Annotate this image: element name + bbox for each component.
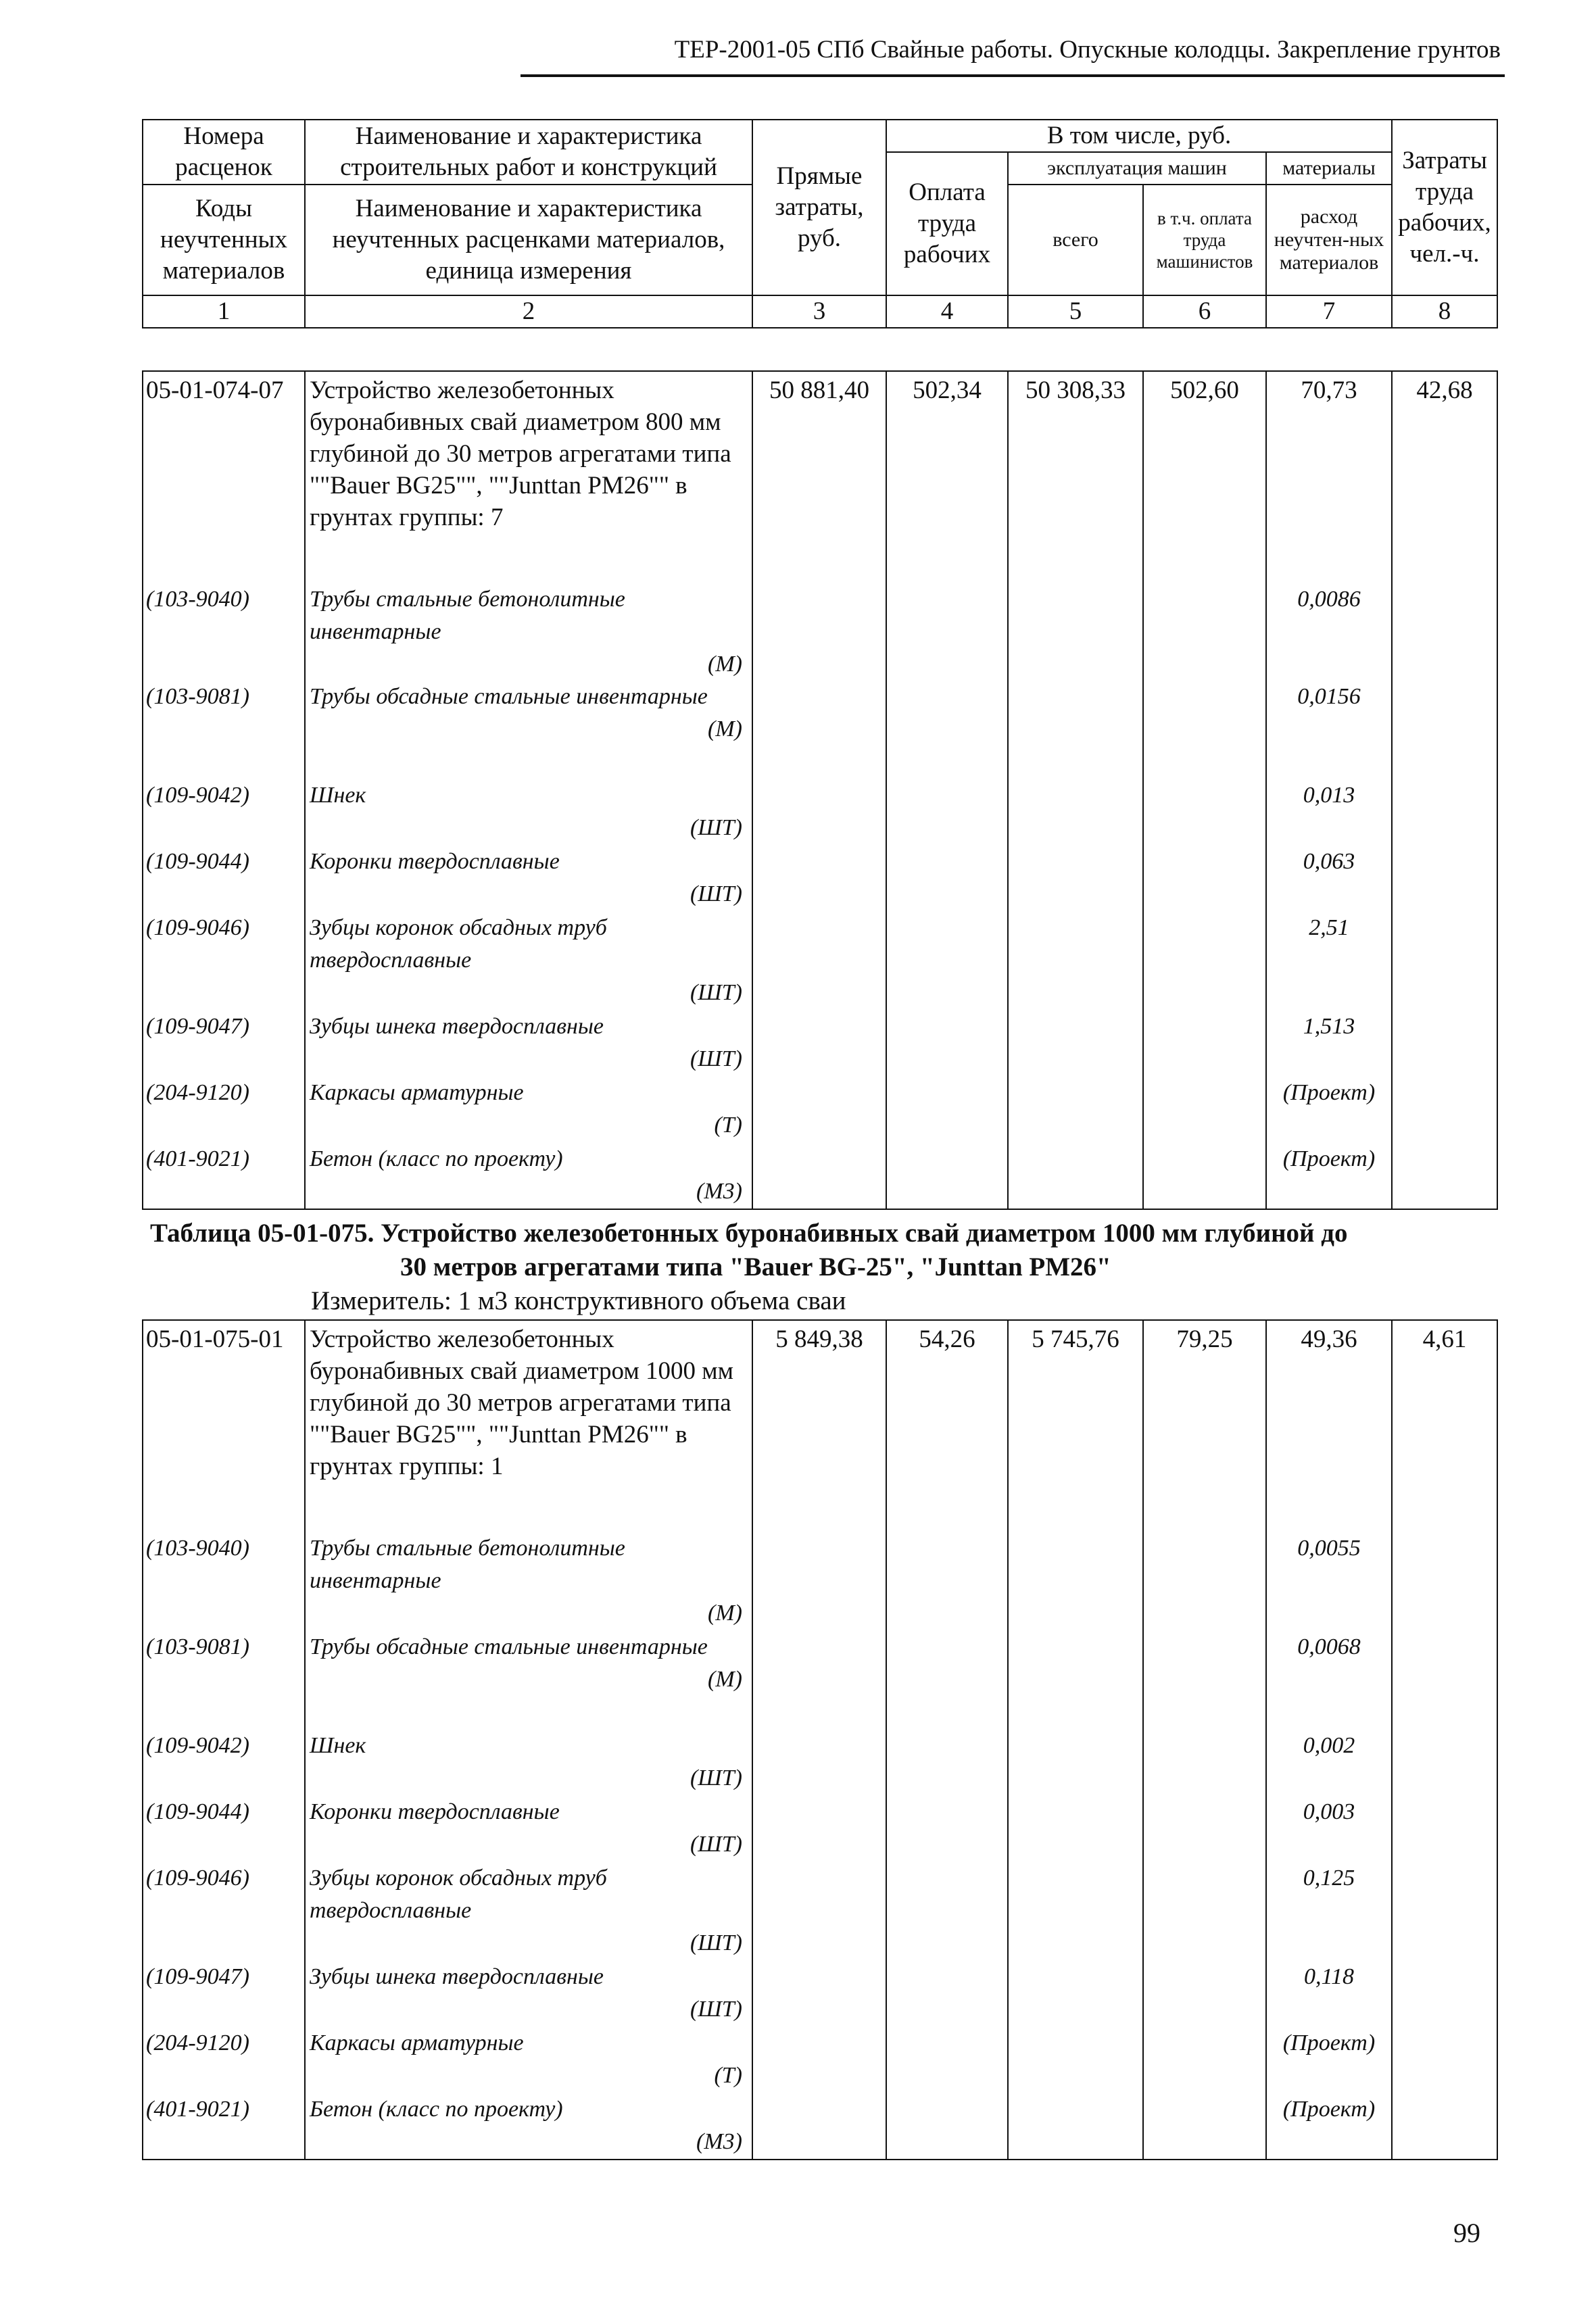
material-name: Шнек (ШТ) bbox=[305, 779, 752, 846]
material-row bbox=[143, 912, 1497, 1010]
col3-header: Прямые затраты, руб. bbox=[752, 120, 886, 295]
col-number-1: 1 bbox=[143, 295, 305, 328]
rate-code: 05-01-074-07 bbox=[143, 371, 305, 583]
col6-header: в т.ч. оплата труда машинистов bbox=[1143, 185, 1266, 295]
material-row bbox=[143, 846, 1497, 912]
material-qty: (Проект) bbox=[1266, 2093, 1392, 2160]
material-name: Зубцы шнека твердосплавные (ШТ) bbox=[305, 1961, 752, 2027]
labor-hours: 4,61 bbox=[1392, 1320, 1497, 1532]
col8-header: Затраты труда рабочих, чел.-ч. bbox=[1392, 120, 1497, 295]
material-code: (103-9081) bbox=[143, 681, 305, 779]
rate-table-05-01-074 bbox=[142, 370, 1498, 1210]
page-number: 99 bbox=[1453, 2218, 1480, 2248]
material-qty: 0,0068 bbox=[1266, 1631, 1392, 1730]
material-row bbox=[143, 1010, 1497, 1077]
material-name: Коронки твердосплавные (ШТ) bbox=[305, 846, 752, 912]
col4-header: Оплата труда рабочих bbox=[886, 152, 1008, 295]
material-name: Трубы стальные бетонолитные инвентарные (М) bbox=[305, 1532, 752, 1631]
machines-cost: 50 308,33 bbox=[1008, 371, 1143, 583]
material-row bbox=[143, 2027, 1497, 2093]
material-code: (109-9046) bbox=[143, 912, 305, 1010]
col7-header: расход неучтен-ных материалов bbox=[1266, 185, 1392, 295]
material-name: Трубы стальные бетонолитные инвентарные (М) bbox=[305, 583, 752, 681]
material-unit: (ШТ) bbox=[690, 980, 742, 1005]
material-unit: (ШТ) bbox=[690, 815, 742, 840]
col-number-5: 5 bbox=[1008, 295, 1143, 328]
material-row bbox=[143, 1796, 1497, 1862]
material-qty: 0,0156 bbox=[1266, 681, 1392, 779]
table-measure: Измеритель: 1 м3 конструктивного объема сваи bbox=[311, 1286, 846, 1315]
col-number-2: 2 bbox=[305, 295, 752, 328]
material-code: (204-9120) bbox=[143, 2027, 305, 2093]
material-unit: (ШТ) bbox=[690, 1765, 742, 1790]
material-code: (109-9042) bbox=[143, 779, 305, 846]
material-code: (109-9047) bbox=[143, 1961, 305, 2027]
col-number-3: 3 bbox=[752, 295, 886, 328]
group-header: В том числе, руб. bbox=[886, 120, 1392, 152]
material-row bbox=[143, 1143, 1497, 1209]
material-code: (401-9021) bbox=[143, 1143, 305, 1209]
col1-bottom-header: Коды неучтенных материалов bbox=[143, 185, 305, 295]
material-qty: 1,513 bbox=[1266, 1010, 1392, 1077]
col-number-7: 7 bbox=[1266, 295, 1392, 328]
material-code: (103-9040) bbox=[143, 583, 305, 681]
material-row bbox=[143, 1077, 1497, 1143]
operators-cost: 502,60 bbox=[1143, 371, 1266, 583]
exploitation-header: эксплуатация машин bbox=[1008, 152, 1266, 185]
material-code: (109-9046) bbox=[143, 1862, 305, 1961]
material-code: (109-9044) bbox=[143, 1796, 305, 1862]
material-unit: (М3) bbox=[696, 1179, 742, 1204]
material-unit: (ШТ) bbox=[690, 1046, 742, 1071]
rate-row bbox=[143, 371, 1497, 583]
material-name: Зубцы коронок обсадных труб твердосплавные (ШТ) bbox=[305, 912, 752, 1010]
material-unit: (М3) bbox=[696, 2129, 742, 2154]
rate-table-05-01-075 bbox=[142, 1319, 1498, 2160]
col-number-6: 6 bbox=[1143, 295, 1266, 328]
labor-cost: 502,34 bbox=[886, 371, 1008, 583]
rate-row bbox=[143, 1320, 1497, 1532]
direct-cost: 50 881,40 bbox=[752, 371, 886, 583]
col2-top-header: Наименование и характеристика строительных работ и конструкций bbox=[305, 120, 752, 185]
material-name: Каркасы арматурные (Т) bbox=[305, 1077, 752, 1143]
material-qty: 0,125 bbox=[1266, 1862, 1392, 1961]
material-name: Коронки твердосплавные (ШТ) bbox=[305, 1796, 752, 1862]
col-number-4: 4 bbox=[886, 295, 1008, 328]
running-title: ТЕР-2001-05 СПб Свайные работы. Опускные колодцы. Закрепление грунтов bbox=[674, 36, 1501, 64]
material-unit: (ШТ) bbox=[690, 1832, 742, 1857]
material-code: (109-9047) bbox=[143, 1010, 305, 1077]
material-name: Зубцы коронок обсадных труб твердосплавные (ШТ) bbox=[305, 1862, 752, 1961]
operators-cost: 79,25 bbox=[1143, 1320, 1266, 1532]
material-qty: 0,013 bbox=[1266, 779, 1392, 846]
material-code: (103-9040) bbox=[143, 1532, 305, 1631]
material-unit: (М) bbox=[708, 1601, 742, 1626]
material-row bbox=[143, 583, 1497, 681]
material-name: Трубы обсадные стальные инвентарные (М) bbox=[305, 681, 752, 779]
header-rule bbox=[521, 74, 1505, 77]
material-row bbox=[143, 1730, 1497, 1796]
material-qty: 0,002 bbox=[1266, 1730, 1392, 1796]
material-name: Каркасы арматурные (Т) bbox=[305, 2027, 752, 2093]
material-qty: (Проект) bbox=[1266, 1077, 1392, 1143]
table-title-line1: Таблица 05-01-075. Устройство железобетонных буронабивных свай диаметром 1000 мм глубиной до bbox=[150, 1219, 1348, 1248]
material-name: Бетон (класс по проекту) (М3) bbox=[305, 2093, 752, 2160]
material-code: (103-9081) bbox=[143, 1631, 305, 1730]
material-row bbox=[143, 1862, 1497, 1961]
material-name: Зубцы шнека твердосплавные (ШТ) bbox=[305, 1010, 752, 1077]
material-code: (109-9044) bbox=[143, 846, 305, 912]
col1-top-header: Номера расценок bbox=[143, 120, 305, 185]
material-code: (401-9021) bbox=[143, 2093, 305, 2160]
material-row bbox=[143, 779, 1497, 846]
direct-cost: 5 849,38 bbox=[752, 1320, 886, 1532]
material-row bbox=[143, 1961, 1497, 2027]
labor-hours: 42,68 bbox=[1392, 371, 1497, 583]
material-unit: (ШТ) bbox=[690, 1930, 742, 1955]
materials-cost: 49,36 bbox=[1266, 1320, 1392, 1532]
col-number-8: 8 bbox=[1392, 295, 1497, 328]
col5-header: всего bbox=[1008, 185, 1143, 295]
material-row bbox=[143, 2093, 1497, 2160]
material-name: Трубы обсадные стальные инвентарные (М) bbox=[305, 1631, 752, 1730]
material-row bbox=[143, 1532, 1497, 1631]
col2-bottom-header: Наименование и характеристика неучтенных расценками материалов, единица измерения bbox=[305, 185, 752, 295]
rate-name: Устройство железобетонных буронабивных свай диаметром 800 мм глубиной до 30 метров агрегатами типа ""Bauer BG25"", ""Junttan PM26"" в грунтах группы: 7 bbox=[305, 371, 752, 583]
rate-code: 05-01-075-01 bbox=[143, 1320, 305, 1532]
table-title-line2: 30 метров агрегатами типа "Bauer BG-25", "Junttan PM26" bbox=[400, 1252, 1111, 1282]
material-name: Бетон (класс по проекту) (М3) bbox=[305, 1143, 752, 1209]
materials-cost: 70,73 bbox=[1266, 371, 1392, 583]
material-unit: (Т) bbox=[714, 1113, 742, 1138]
rate-name: Устройство железобетонных буронабивных свай диаметром 1000 мм глубиной до 30 метров агрегатами типа ""Bauer BG25"", ""Junttan PM26"" в грунтах группы: 1 bbox=[305, 1320, 752, 1532]
material-qty: 0,003 bbox=[1266, 1796, 1392, 1862]
material-qty: 0,0086 bbox=[1266, 583, 1392, 681]
material-qty: 0,0055 bbox=[1266, 1532, 1392, 1631]
material-code: (109-9042) bbox=[143, 1730, 305, 1796]
material-unit: (Т) bbox=[714, 2063, 742, 2088]
labor-cost: 54,26 bbox=[886, 1320, 1008, 1532]
material-qty: (Проект) bbox=[1266, 2027, 1392, 2093]
machines-cost: 5 745,76 bbox=[1008, 1320, 1143, 1532]
material-unit: (М) bbox=[708, 652, 742, 677]
material-qty: 0,063 bbox=[1266, 846, 1392, 912]
material-qty: (Проект) bbox=[1266, 1143, 1392, 1209]
material-unit: (М) bbox=[708, 1667, 742, 1692]
material-unit: (М) bbox=[708, 716, 742, 741]
material-qty: 0,118 bbox=[1266, 1961, 1392, 2027]
material-unit: (ШТ) bbox=[690, 1997, 742, 2022]
materials-header: материалы bbox=[1266, 152, 1392, 185]
material-unit: (ШТ) bbox=[690, 881, 742, 906]
material-qty: 2,51 bbox=[1266, 912, 1392, 1010]
material-name: Шнек (ШТ) bbox=[305, 1730, 752, 1796]
material-code: (204-9120) bbox=[143, 1077, 305, 1143]
material-row bbox=[143, 1631, 1497, 1730]
column-header-table bbox=[142, 119, 1498, 328]
material-row bbox=[143, 681, 1497, 779]
